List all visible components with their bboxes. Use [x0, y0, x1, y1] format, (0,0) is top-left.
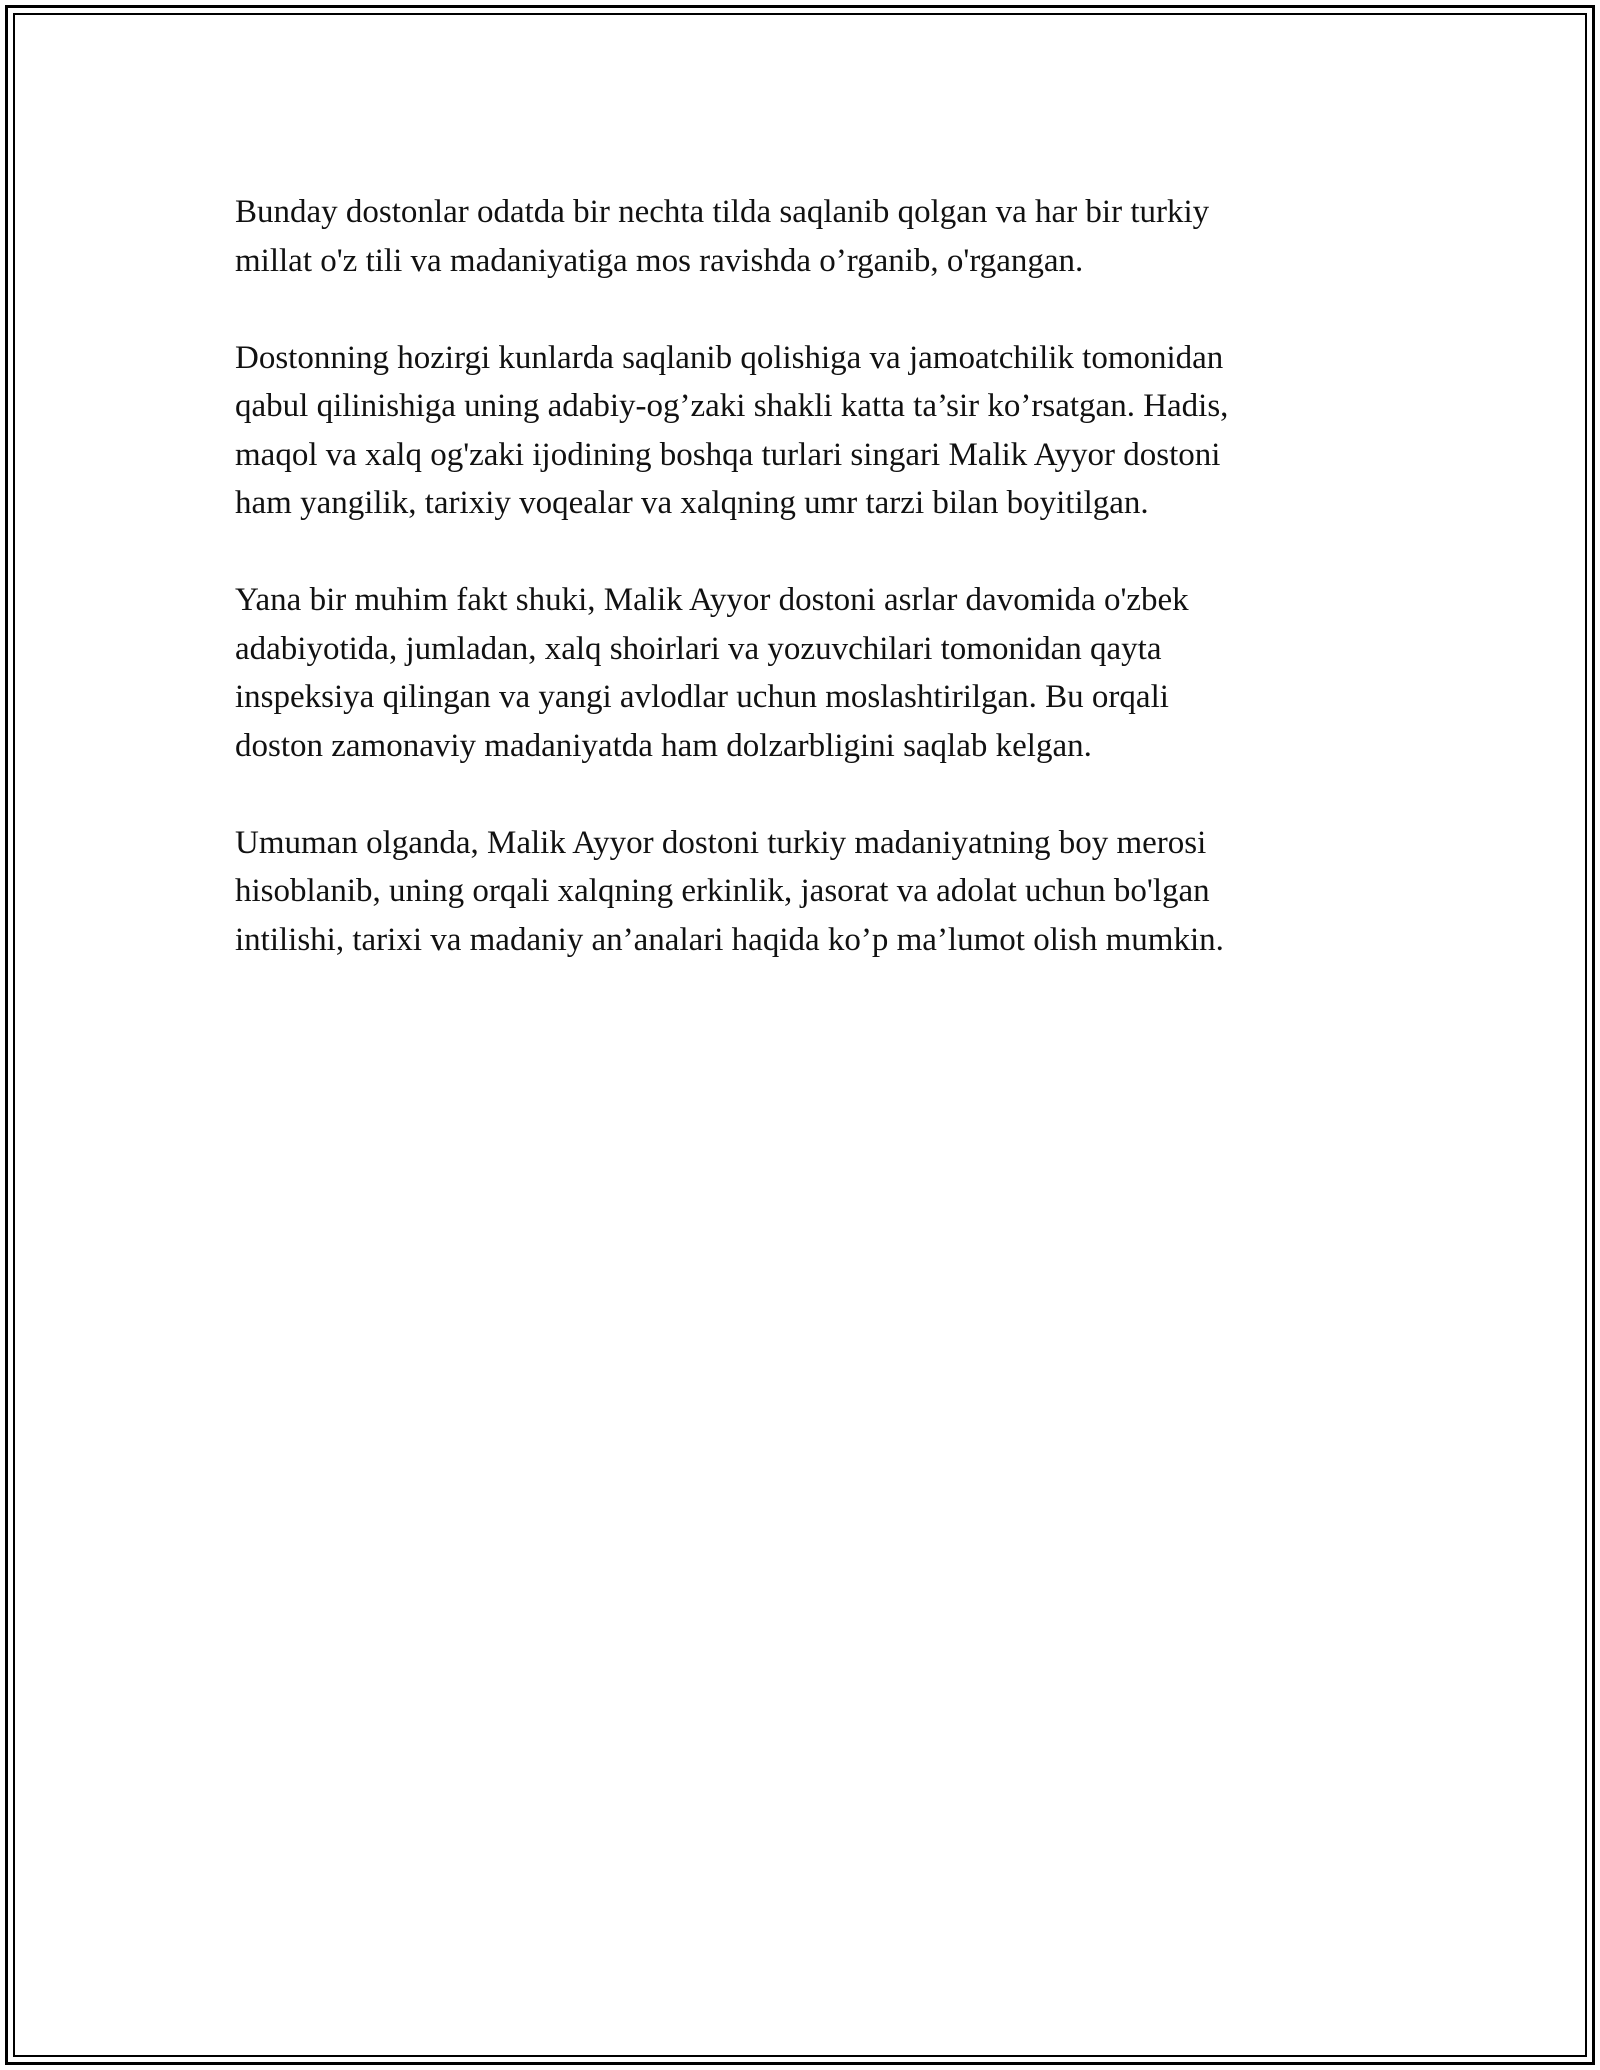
text-line: maqol va xalq og'zaki ijodining boshqa turlari singari Malik Ayyor dostoni	[235, 436, 1221, 473]
text-line: Yana bir muhim fakt shuki, Malik Ayyor dostoni asrlar davomida o'zbek	[235, 582, 1189, 618]
paragraph-4	[235, 819, 1365, 965]
paragraph-2	[235, 334, 1365, 528]
text-line: millat o'z tili va madaniyatiga mos ravishda o’rganib, o'rgangan.	[235, 242, 1084, 279]
text-line: adabiyotida, jumladan, xalq shoirlari va yozuvchilari tomonidan qayta	[235, 630, 1162, 667]
text-line: qabul qilinishiga uning adabiy-og’zaki shakli katta ta’sir ko’rsatgan. Hadis,	[235, 388, 1229, 424]
text-line: doston zamonaviy madaniyatda ham dolzarbligini saqlab kelgan.	[235, 727, 1092, 764]
paragraph-1	[235, 188, 1365, 285]
text-line: inspeksiya qilingan va yangi avlodlar uchun moslashtirilgan. Bu orqali	[235, 679, 1169, 715]
document-body	[235, 188, 1365, 1013]
text-line: Umuman olganda, Malik Ayyor dostoni turkiy madaniyatning boy merosi	[235, 824, 1207, 861]
text-line: ham yangilik, tarixiy voqealar va xalqning umr tarzi bilan boyitilgan.	[235, 485, 1149, 521]
text-line: Bunday dostonlar odatda bir nechta tilda saqlanib qolgan va har bir turkiy	[235, 194, 1210, 230]
text-line: intilishi, tarixi va madaniy an’analari haqida ko’p ma’lumot olish mumkin.	[235, 921, 1224, 958]
paragraph-3	[235, 576, 1365, 770]
text-line: hisoblanib, uning orqali xalqning erkinlik, jasorat va adolat uchun bo'lgan	[235, 873, 1210, 909]
text-line: Dostonning hozirgi kunlarda saqlanib qolishiga va jamoatchilik tomonidan	[235, 339, 1224, 376]
